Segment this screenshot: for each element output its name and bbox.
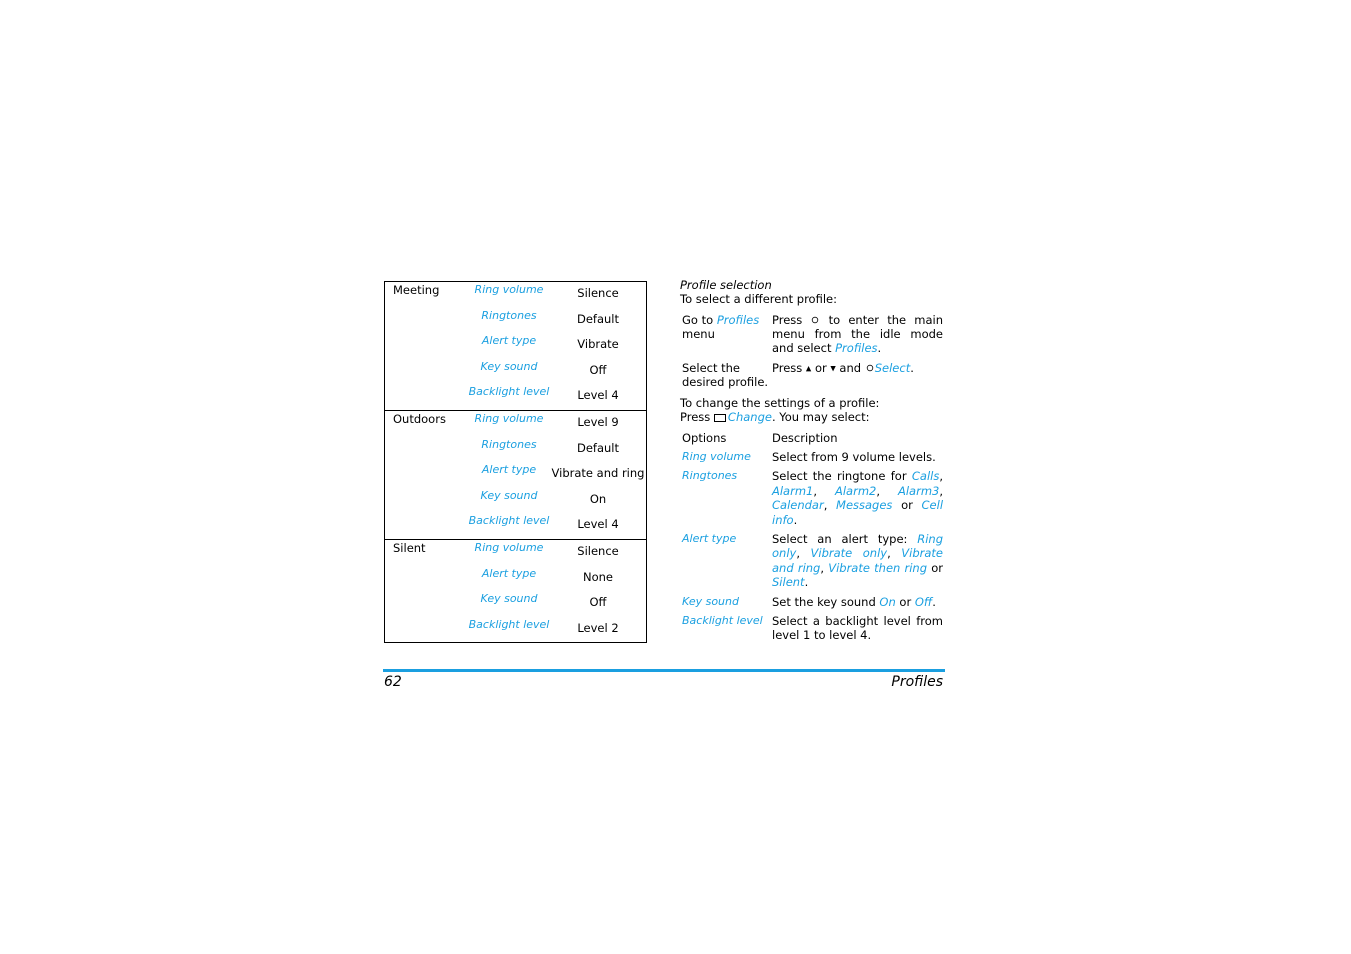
- option-ring-volume[interactable]: Ring volume: [682, 449, 751, 463]
- option-backlight-level[interactable]: Backlight level: [682, 614, 763, 627]
- profiles-link[interactable]: Profiles: [716, 312, 760, 327]
- setting-row: [385, 437, 646, 463]
- setting-row: [385, 411, 646, 437]
- selection-steps: [680, 313, 943, 390]
- setting-name: Key sound: [480, 488, 538, 502]
- intro-text: To select a different profile:: [680, 292, 837, 306]
- setting-row: [385, 384, 646, 410]
- option-key-sound[interactable]: Key sound: [682, 594, 739, 608]
- ok-key-icon: [867, 365, 873, 371]
- setting-value: Vibrate: [577, 337, 619, 352]
- setting-name: Alert type: [481, 463, 537, 477]
- setting-value: Silence: [577, 543, 619, 558]
- setting-name: Backlight level: [468, 385, 550, 399]
- profile-group: [385, 282, 646, 410]
- setting-row: [385, 333, 646, 359]
- setting-name: Backlight level: [468, 514, 550, 528]
- profiles-link[interactable]: Profiles: [835, 341, 878, 356]
- setting-value: Level 4: [577, 388, 619, 403]
- setting-row: [385, 513, 646, 539]
- option-alert-type[interactable]: Alert type: [682, 531, 737, 545]
- setting-name: Key sound: [480, 592, 538, 606]
- profile-name: Outdoors: [393, 411, 446, 426]
- setting-row: [385, 540, 646, 566]
- setting-row: [385, 359, 646, 385]
- setting-name: Ringtones: [481, 437, 537, 451]
- setting-value: Default: [576, 311, 620, 326]
- setting-row: [385, 308, 646, 334]
- setting-value: None: [582, 569, 613, 584]
- down-arrow-icon: ▼: [830, 364, 836, 373]
- softkey-icon: [714, 414, 726, 422]
- profile-group: [385, 410, 646, 539]
- setting-value: Level 9: [577, 414, 619, 429]
- up-arrow-icon: ▲: [805, 364, 812, 373]
- setting-value: On: [589, 491, 607, 506]
- setting-value: Level 4: [577, 517, 619, 532]
- setting-row: [385, 488, 646, 514]
- profiles-table: [384, 281, 647, 643]
- setting-row: [385, 617, 646, 643]
- options-header: Options Description: [682, 430, 838, 445]
- step-row: Select the desired profile. Press ▲ or ▼ and Select.: [682, 360, 914, 390]
- page-number: 62: [384, 674, 402, 690]
- setting-value: Silence: [577, 286, 619, 300]
- setting-value: Default: [576, 440, 620, 455]
- option-row: Backlight level Select a backlight level from level 1 to level 4.: [682, 614, 943, 643]
- option-ringtones[interactable]: Ringtones: [682, 469, 738, 483]
- setting-value: Vibrate and ring: [551, 466, 645, 481]
- change-intro: To change the settings of a profile:: [680, 395, 880, 410]
- option-row: Key sound Set the key sound On or Off.: [682, 594, 936, 609]
- setting-name: Alert type: [481, 334, 537, 348]
- option-row: Alert type Select an alert type: Ring only, Vibrate only, Vibrate and ring, Vibrate then ring or Silent.: [682, 531, 944, 590]
- profile-name: Silent: [393, 540, 426, 555]
- footer-rule: [383, 669, 945, 672]
- profile-name: Meeting: [393, 283, 440, 297]
- step-row: Go to Profiles menu Press to enter the main menu from the idle mode and select Profiles.: [682, 312, 944, 356]
- profile-group: [385, 539, 646, 642]
- right-column: [680, 278, 943, 648]
- setting-value: Off: [589, 362, 607, 377]
- setting-name: Ringtones: [481, 308, 537, 322]
- setting-value: Off: [589, 595, 607, 610]
- setting-name: Alert type: [481, 566, 537, 580]
- option-row: Ring volume Select from 9 volume levels.: [682, 449, 936, 464]
- select-link[interactable]: Select: [874, 360, 911, 375]
- setting-name: Key sound: [480, 359, 538, 373]
- change-press: Press Change. You may select:: [680, 410, 870, 425]
- change-link[interactable]: Change: [727, 410, 772, 425]
- setting-name: Ring volume: [474, 283, 544, 296]
- setting-name: Ring volume: [474, 411, 544, 425]
- setting-name: Backlight level: [468, 617, 550, 631]
- section-name: Profiles: [891, 674, 943, 690]
- setting-row: [385, 566, 646, 592]
- setting-row: [385, 282, 646, 308]
- setting-row: [385, 462, 646, 488]
- setting-name: Ring volume: [474, 540, 544, 554]
- section-heading: Profile selection: [680, 278, 772, 292]
- setting-row: [385, 591, 646, 617]
- setting-value: Level 2: [577, 620, 619, 635]
- options-table: [680, 431, 943, 643]
- ok-key-icon: [812, 317, 818, 323]
- option-row: Ringtones Select the ringtone for Calls, Alarm1, Alarm2, Alarm3, Calendar, Messages or Cell info.: [682, 469, 944, 527]
